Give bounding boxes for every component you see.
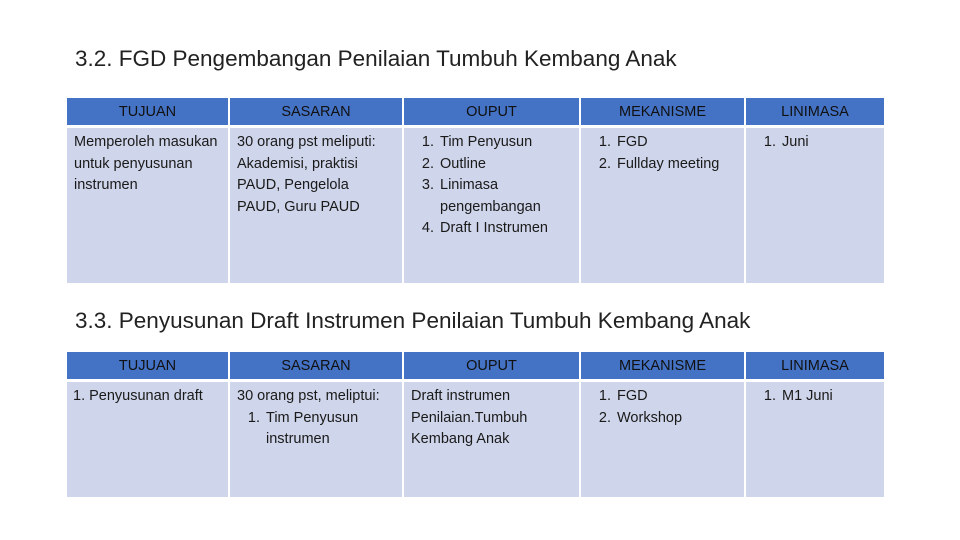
ouput-list: [411, 132, 573, 240]
cell-ouput: [403, 127, 580, 284]
list-item: 1. FGD: [615, 386, 738, 408]
linimasa-list: [753, 386, 878, 408]
table-row: [67, 127, 884, 284]
header-ouput: OUPUT: [403, 98, 580, 127]
list-item: 4. Draft I Instrumen: [438, 218, 573, 240]
cell-mekanisme: [580, 381, 745, 498]
cell-mekanisme: [580, 127, 745, 284]
list-item: 1. M1 Juni: [780, 386, 878, 408]
table-header-row: [67, 98, 884, 127]
cell-sasaran: [229, 381, 403, 498]
cell-linimasa: [745, 381, 884, 498]
list-item: 2. Workshop: [615, 408, 738, 430]
list-item: 2. Fullday meeting: [615, 154, 738, 176]
cell-tujuan: [67, 127, 229, 284]
header-linimasa: LINIMASA: [745, 352, 884, 381]
sasaran-intro: 30 orang pst, meliptui:: [237, 388, 380, 404]
header-mekanisme: MEKANISME: [580, 98, 745, 127]
cell-tujuan: [67, 381, 229, 498]
sasaran-text: 30 orang pst meliputi: Akademisi, praktisi PAUD, Pengelola PAUD, Guru PAUD: [237, 134, 376, 215]
list-item: 1. Juni: [780, 132, 878, 154]
header-sasaran: SASARAN: [229, 98, 403, 127]
list-item: 1. FGD: [615, 132, 738, 154]
draft-plan-table: [67, 352, 884, 497]
list-item: 3. Linimasa pengembangan: [438, 175, 573, 218]
section-title-fgd: 3.2. FGD Pengembangan Penilaian Tumbuh Kembang Anak: [75, 46, 677, 71]
header-mekanisme: MEKANISME: [580, 352, 745, 381]
cell-ouput: [403, 381, 580, 498]
tujuan-text: Memperoleh masukan untuk penyusunan instrumen: [74, 134, 218, 193]
header-tujuan: TUJUAN: [67, 352, 229, 381]
table-row: [67, 381, 884, 498]
linimasa-list: [753, 132, 878, 154]
section-title-draft: 3.3. Penyusunan Draft Instrumen Penilaian Tumbuh Kembang Anak: [75, 308, 751, 333]
header-ouput: OUPUT: [403, 352, 580, 381]
list-item: 1. Tim Penyusun: [438, 132, 573, 154]
tujuan-text: 1. Penyusunan draft: [73, 388, 203, 404]
list-item: 2. Outline: [438, 154, 573, 176]
cell-sasaran: [229, 127, 403, 284]
sasaran-list: [237, 408, 396, 451]
table-header-row: [67, 352, 884, 381]
mekanisme-list: [588, 386, 738, 429]
ouput-text: Draft instrumen Penilaian.Tumbuh Kembang Anak: [411, 388, 528, 447]
fgd-plan-table: [67, 98, 884, 283]
cell-linimasa: [745, 127, 884, 284]
header-sasaran: SASARAN: [229, 352, 403, 381]
header-linimasa: LINIMASA: [745, 98, 884, 127]
header-tujuan: TUJUAN: [67, 98, 229, 127]
mekanisme-list: [588, 132, 738, 175]
list-item: 1. Tim Penyusun instrumen: [264, 408, 396, 451]
